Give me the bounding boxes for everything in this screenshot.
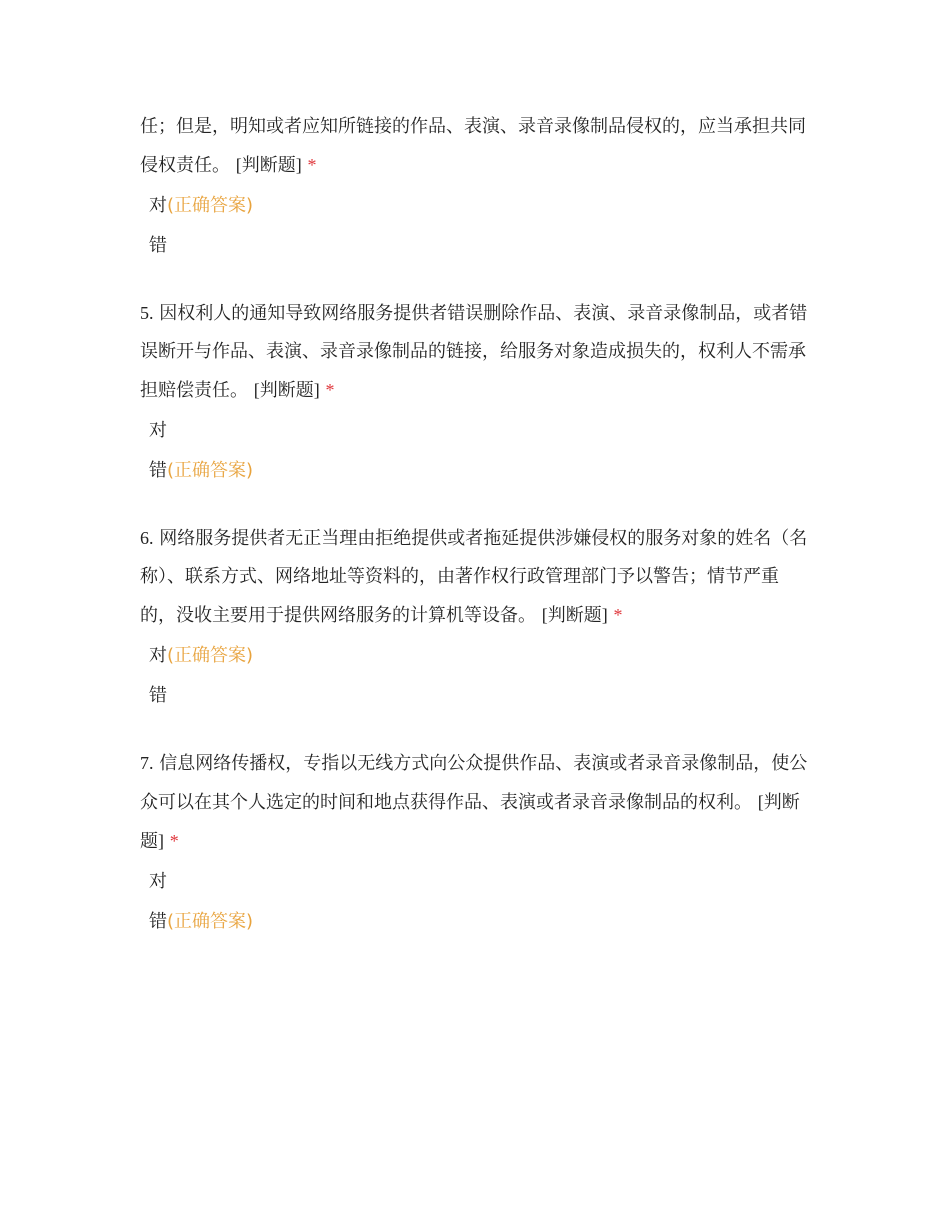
answer-options — [140, 420, 812, 482]
question-text: 因权利人的通知导致网络服务提供者错误删除作品、表演、录音录像制品，或者错误断开与作品、表演、录音录像制品的链接，给服务对象造成损失的，权利人不需承担赔偿责任。 — [140, 303, 808, 401]
option-true[interactable] — [149, 195, 812, 217]
option-false[interactable] — [149, 235, 812, 257]
question-text-block — [140, 744, 812, 861]
correct-answer-tag: (正确答案) — [167, 645, 254, 666]
correct-answer-tag: (正确答案) — [167, 195, 254, 216]
question-text-block — [140, 108, 812, 185]
correct-answer-tag: (正确答案) — [167, 460, 254, 481]
option-label: 错 — [149, 685, 167, 706]
question-text: 信息网络传播权，专指以无线方式向公众提供作品、表演或者录音录像制品，使公众可以在其个人选定的时间和地点获得作品、表演或者录音录像制品的权利。 — [140, 753, 808, 813]
question-number: 5. — [140, 303, 154, 323]
required-asterisk: * — [307, 155, 317, 175]
question-list — [140, 108, 812, 970]
option-true[interactable] — [149, 871, 812, 893]
option-false[interactable] — [149, 460, 812, 482]
option-true[interactable] — [149, 645, 812, 667]
answer-options — [140, 871, 812, 933]
question-5 — [140, 294, 812, 482]
question-type: [判断题] — [140, 792, 800, 851]
question-type: [判断题] — [253, 380, 320, 400]
question-type: [判断题] — [235, 155, 302, 175]
question-text: 任；但是，明知或者应知所链接的作品、表演、录音录像制品侵权的，应当承担共同侵权责任。 — [140, 116, 806, 176]
correct-answer-tag: (正确答案) — [167, 911, 254, 932]
question-text-block — [140, 519, 812, 635]
option-label: 对 — [149, 420, 167, 441]
answer-options — [140, 645, 812, 707]
question-number: 7. — [140, 753, 154, 773]
question-4-continued — [140, 108, 812, 257]
required-asterisk: * — [325, 380, 335, 400]
option-label: 对 — [149, 195, 167, 216]
question-6 — [140, 519, 812, 707]
option-label: 对 — [149, 645, 167, 666]
question-number: 6. — [140, 528, 154, 548]
question-7 — [140, 744, 812, 933]
required-asterisk: * — [169, 831, 179, 851]
option-label: 错 — [149, 911, 167, 932]
required-asterisk: * — [613, 605, 623, 625]
option-label: 错 — [149, 460, 167, 481]
question-text: 网络服务提供者无正当理由拒绝提供或者拖延提供涉嫌侵权的服务对象的姓名（名称）、联系方式、网络地址等资料的，由著作权行政管理部门予以警告；情节严重的，没收主要用于提供网络服务的计算机等设备。 — [140, 528, 808, 626]
option-label: 错 — [149, 235, 167, 256]
question-type: [判断题] — [541, 605, 608, 625]
option-false[interactable] — [149, 685, 812, 707]
answer-options — [140, 195, 812, 257]
question-text-block — [140, 294, 812, 410]
option-true[interactable] — [149, 420, 812, 442]
option-label: 对 — [149, 871, 167, 892]
option-false[interactable] — [149, 911, 812, 933]
